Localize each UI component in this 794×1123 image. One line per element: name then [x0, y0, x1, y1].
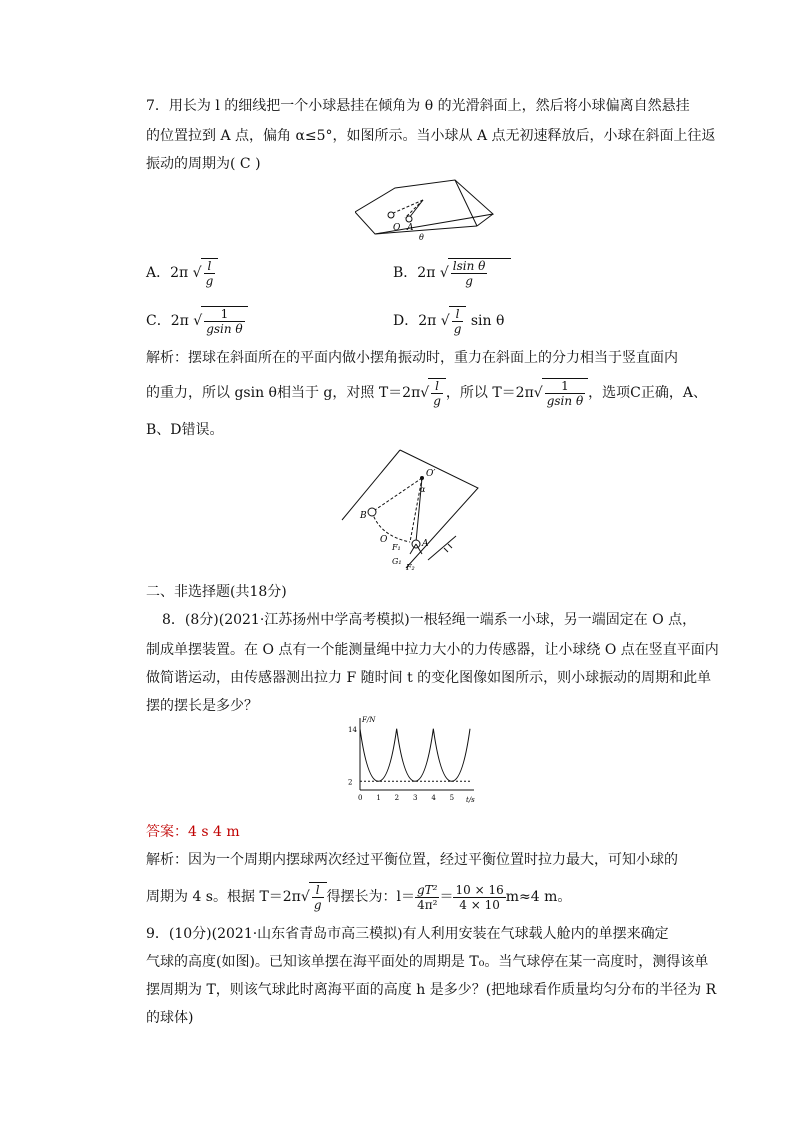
q8-line4: 摆的摆长是多少？ [146, 698, 258, 714]
x-tick-label: 2 [394, 794, 400, 802]
q7-line1: 7．用长为 l 的细线把一个小球悬挂在倾角为 θ 的光滑斜面上，然后将小球偏离自然悬挂 [146, 98, 690, 114]
force-time-chart [340, 712, 480, 810]
q7-expl1: 解析：摆球在斜面所在的平面内做小摆角振动时，重力在斜面上的分力相当于竖直面内 [146, 350, 678, 366]
force-curve [360, 729, 470, 782]
q8-expl1: 解析：因为一个周期内摆球两次经过平衡位置，经过平衡位置时拉力最大，可知小球的 [146, 852, 678, 868]
section-heading: 二、非选择题(共18分) [146, 584, 287, 600]
q9-line1: 9．(10分)(2021·山东省青岛市高三模拟)有人利用安装在气球载人舱内的单摆来确定 [146, 926, 669, 942]
x-tick-label: 0 [358, 794, 363, 802]
q7-expl2: 的重力，所以 gsin θ相当于 g，对照 T＝2π √ $\frac{l}{g}$ ，所以 T＝2π √ $\frac{1}{\text{gsin θ}}$ ，选项C正确，A、 [146, 379, 707, 408]
fig1-label-A: A [407, 223, 414, 233]
q8-line1: 8．(8分)(2021·江苏扬州中学高考模拟)一根轻绳一端系一小球，另一端固定在 O 点， [162, 612, 697, 628]
fig1-label-theta: θ [419, 233, 424, 242]
q9-line4: 的球体) [146, 1010, 194, 1026]
fig2-label-O: O [380, 535, 388, 545]
fig2-label-F2: F₂ [406, 563, 415, 572]
option-c: C．2π √ $\frac{1}{\text{gsin θ}}$ [146, 306, 248, 336]
fig1-label-O: O [393, 223, 401, 233]
q8-expl2: 周期为 4 s。根据 T＝2π √ $\frac{l}{g}$ 得摆长为：l＝ $\frac{\text{gT²}}{\text{4π²}}$ ＝ $\frac{10 \times 16}{4 \times 10}$ m≈4 m。 [146, 882, 572, 912]
y-axis-label: F/N [362, 716, 376, 724]
y-tick-label: 2 [348, 778, 353, 787]
q8-line2: 制成单摆装置。在 O 点有一个能测量绳中拉力大小的力传感器，让小球绕 O 点在竖直平面内 [146, 642, 719, 658]
fig2-label-G1: G₁ [392, 557, 402, 566]
x-tick-label: 5 [449, 794, 455, 802]
q7-expl3: B、D错误。 [146, 422, 224, 438]
x-tick-label: 4 [431, 794, 436, 802]
fig2-label-F1: F₁ [392, 543, 401, 552]
q9-line3: 摆周期为 T，则该气球此时离海平面的高度 h 是多少？(把地球看作质量均匀分布的半径为 R [146, 982, 717, 998]
fig2-label-A: A [422, 539, 429, 549]
x-tick-label: 1 [376, 794, 381, 802]
option-a: A．2π √ $\frac{l}{g}$ [146, 258, 218, 288]
x-tick-label: 3 [413, 794, 418, 802]
y-tick-label: 14 [348, 725, 357, 734]
q8-answer: 答案：4 s 4 m [146, 824, 240, 840]
fig2-label-alpha: α [420, 485, 426, 494]
option-d: D．2π √ $\frac{l}{g}$ sin θ [393, 307, 505, 336]
option-b: B．2π √ $\frac{\text{lsin θ}}{g}$ [393, 258, 511, 288]
x-axis-label: t/s [466, 796, 475, 804]
q7-line3: 振动的周期为( C ) [146, 156, 261, 172]
fig2-label-B: B [360, 511, 367, 521]
force-figure [340, 446, 480, 572]
fig2-label-Op: O′ [426, 469, 436, 479]
q8-line3: 做简谐运动，由传感器测出拉力 F 随时间 t 的变化图像如图所示，则小球振动的周期和此单 [146, 670, 712, 686]
q9-line2: 气球的高度(如图)。已知该单摆在海平面处的周期是 T₀。当气球停在某一高度时，测得该单 [146, 954, 709, 970]
q7-line2: 的位置拉到 A 点，偏角 α≤5°，如图所示。当小球从 A 点无初速释放后，小球在斜面上往返 [146, 128, 716, 144]
incline-figure [355, 178, 495, 244]
